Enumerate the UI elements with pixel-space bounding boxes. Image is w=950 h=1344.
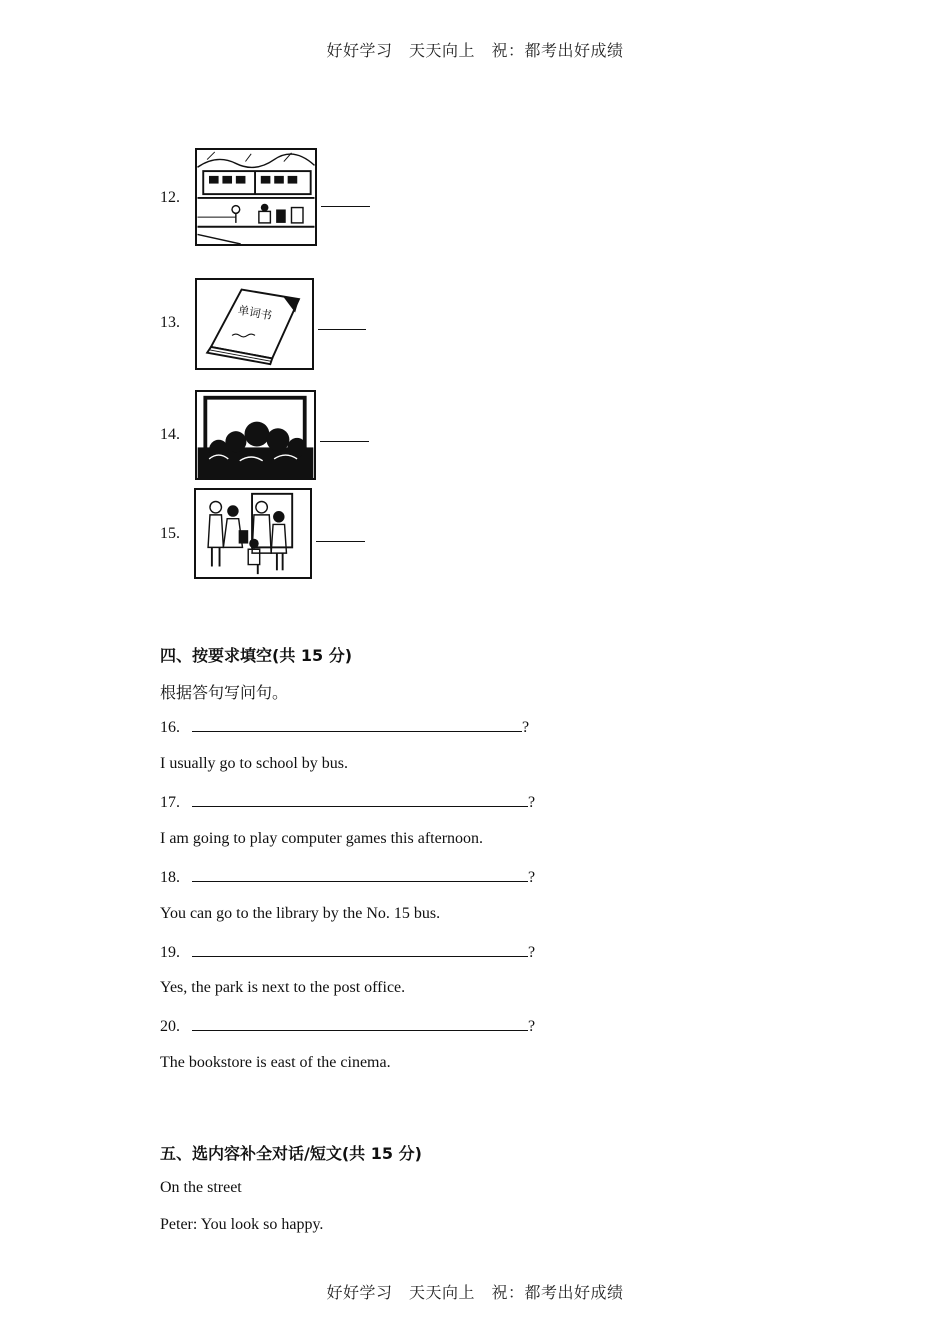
question-mark: ? xyxy=(528,794,536,811)
question-20 xyxy=(160,1016,535,1036)
question-mark: ? xyxy=(522,719,530,736)
answer-19: Yes, the park is next to the post office. xyxy=(160,979,406,996)
section-4-instruction: 根据答句写问句。 xyxy=(160,683,289,702)
page-header: 好好学习 天天向上 祝：都考出好成绩 xyxy=(326,41,624,60)
answer-blank-14[interactable] xyxy=(320,441,369,442)
question-17 xyxy=(160,792,535,812)
question-mark: ? xyxy=(528,1018,536,1035)
question-16 xyxy=(160,717,529,737)
answer-blank-15[interactable] xyxy=(316,541,365,542)
book-title-text: 单词书 xyxy=(236,302,274,323)
item-number-15: 15. xyxy=(160,525,180,542)
question-mark: ? xyxy=(528,869,536,886)
word-book-icon xyxy=(195,278,314,370)
question-number: 17. xyxy=(160,794,180,811)
item-number-12: 12. xyxy=(160,189,180,206)
question-number: 19. xyxy=(160,944,180,961)
family-group-icon xyxy=(194,488,312,579)
answer-blank-13[interactable] xyxy=(318,329,366,330)
question-mark: ? xyxy=(528,944,536,961)
question-19 xyxy=(160,942,535,962)
answer-20: The bookstore is east of the cinema. xyxy=(160,1054,391,1071)
answer-16: I usually go to school by bus. xyxy=(160,755,348,772)
question-blank-17[interactable] xyxy=(192,792,528,807)
dialogue-line-1: Peter: You look so happy. xyxy=(160,1216,324,1233)
dialogue-setting: On the street xyxy=(160,1179,242,1196)
question-blank-20[interactable] xyxy=(192,1016,528,1031)
answer-blank-12[interactable] xyxy=(321,206,370,207)
item-number-14: 14. xyxy=(160,426,180,443)
section-5-title: 五、选内容补全对话/短文(共 15 分) xyxy=(160,1144,422,1163)
cinema-audience-icon xyxy=(195,390,316,480)
question-18 xyxy=(160,867,535,887)
item-number-13: 13. xyxy=(160,314,180,331)
section-4-title: 四、按要求填空(共 15 分) xyxy=(160,646,353,665)
question-blank-19[interactable] xyxy=(192,942,528,957)
page-footer: 好好学习 天天向上 祝：都考出好成绩 xyxy=(326,1283,624,1302)
train-station-icon xyxy=(195,148,317,246)
question-number: 16. xyxy=(160,719,180,736)
question-number: 20. xyxy=(160,1018,180,1035)
answer-17: I am going to play computer games this afternoon. xyxy=(160,830,484,847)
question-blank-18[interactable] xyxy=(192,867,528,882)
question-number: 18. xyxy=(160,869,180,886)
question-blank-16[interactable] xyxy=(192,717,522,732)
answer-18: You can go to the library by the No. 15 bus. xyxy=(160,905,441,922)
